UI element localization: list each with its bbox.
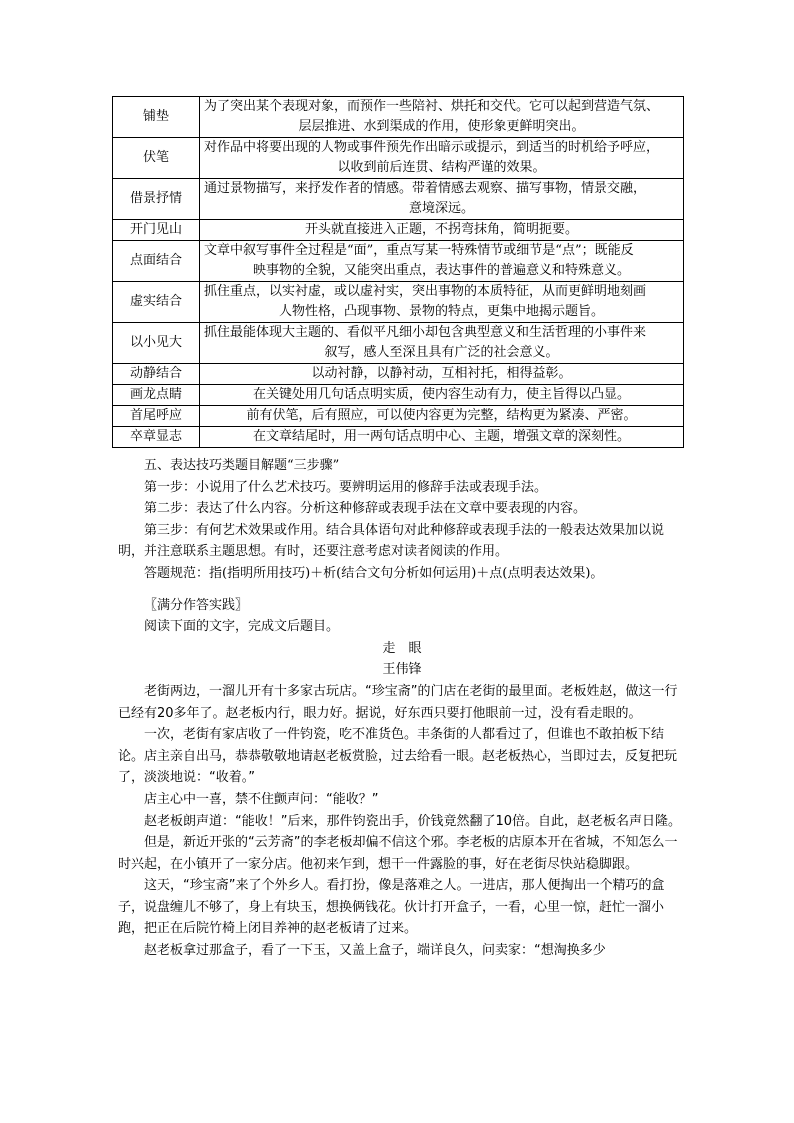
technique-description bbox=[200, 323, 684, 364]
step-3: 第三步：有何艺术效果或作用。结合具体语句对此种修辞或表现手法的一般表达效果加以说明，并注意联系主题思想。有时，还要注意考虑对读者阅读的作用。 bbox=[118, 522, 665, 560]
technique-description bbox=[200, 406, 684, 427]
description-line: 抓住最能体现大主题的、看似平凡细小却包含典型意义和生活哲理的小事件来 bbox=[204, 325, 647, 340]
technique-description bbox=[200, 282, 684, 323]
table-row bbox=[113, 427, 684, 448]
table-row bbox=[113, 364, 684, 385]
technique-term: 点面结合 bbox=[113, 241, 200, 282]
practice-label: 〖满分作答实践〗 bbox=[144, 597, 249, 613]
description-line: 在关键处用几句话点明实质，使内容生动有力，使主旨得以凸显。 bbox=[252, 387, 630, 402]
story-paragraph: 但是，新近开张的“云芳斋”的李老板却偏不信这个邪。李老板的店原本开在省城，不知怎么一时兴起，在小镇开了一家分店。他初来乍到，想干一件露脸的事，好在老街尽快站稳脚跟。 bbox=[118, 835, 678, 872]
technique-description bbox=[200, 179, 684, 220]
description-line: 层层推进、水到渠成的作用，使形象更鲜明突出。 bbox=[298, 119, 585, 134]
answer-norm: 答题规范：指(指明所用技巧)＋析(结合文句分析如何运用)＋点(点明表达效果)。 bbox=[144, 565, 604, 581]
story-paragraph: 赵老板朗声道：“能收！”后来，那件钧瓷出手，价钱竟然翻了10倍。自此，赵老板名声日隆。 bbox=[144, 813, 682, 829]
description-line: 以动衬静，以静衬动，互相衬托，相得益彰。 bbox=[311, 366, 572, 381]
technique-term: 虚实结合 bbox=[113, 282, 200, 323]
step-2: 第二步：表达了什么内容。分析这种修辞或表现手法在文章中要表现的内容。 bbox=[144, 501, 587, 517]
technique-description bbox=[200, 364, 684, 385]
description-line: 文章中叙写事件全过程是“面”，重点写某一特殊情节或细节是“点”；既能反 bbox=[204, 243, 634, 258]
table-row bbox=[113, 282, 684, 323]
technique-term: 动静结合 bbox=[113, 364, 200, 385]
technique-description bbox=[200, 97, 684, 138]
description-line: 开头就直接进入正题，不拐弯抹角，简明扼要。 bbox=[304, 222, 578, 237]
practice-instruction: 阅读下面的文字，完成文后题目。 bbox=[144, 619, 340, 635]
technique-term: 首尾呼应 bbox=[113, 406, 200, 427]
table-row bbox=[113, 241, 684, 282]
technique-description bbox=[200, 241, 684, 282]
story-title: 走 眼 bbox=[382, 640, 422, 656]
table-row bbox=[113, 97, 684, 138]
description-line: 以收到前后连贯、结构严谨的效果。 bbox=[337, 160, 546, 175]
table-row bbox=[113, 323, 684, 364]
table-row bbox=[113, 138, 684, 179]
technique-description bbox=[200, 138, 684, 179]
step-1: 第一步：小说用了什么艺术技巧。要辨明运用的修辞手法或表现手法。 bbox=[144, 479, 548, 495]
technique-description bbox=[200, 385, 684, 406]
story-paragraph: 赵老板拿过那盒子，看了一下玉，又盖上盒子，端详良久，问卖家：“想淘换多少 bbox=[144, 943, 606, 959]
table-row bbox=[113, 385, 684, 406]
table-row bbox=[113, 179, 684, 220]
technique-term: 画龙点睛 bbox=[113, 385, 200, 406]
technique-description bbox=[200, 427, 684, 448]
technique-term: 以小见大 bbox=[113, 323, 200, 364]
technique-term: 借景抒情 bbox=[113, 179, 200, 220]
technique-term: 卒章显志 bbox=[113, 427, 200, 448]
technique-term: 开门见山 bbox=[113, 220, 200, 241]
description-line: 意境深远。 bbox=[408, 201, 474, 216]
table-row bbox=[113, 220, 684, 241]
description-line: 在文章结尾时，用一两句话点明中心、主题，增强文章的深刻性。 bbox=[252, 429, 630, 444]
description-line: 对作品中将要出现的人物或事件预先作出暗示或提示，到适当的时机给予呼应， bbox=[204, 140, 660, 155]
description-line: 映事物的全貌，又能突出重点，表达事件的普遍意义和特殊意义。 bbox=[252, 263, 630, 278]
description-line: 为了突出某个表现对象，而预作一些陪衬、烘托和交代。它可以起到营造气氛、 bbox=[204, 99, 660, 114]
story-paragraph: 店主心中一喜，禁不住颤声问：“能收？” bbox=[144, 791, 379, 807]
technique-term: 铺垫 bbox=[113, 97, 200, 138]
technique-term: 伏笔 bbox=[113, 138, 200, 179]
techniques-table bbox=[112, 96, 684, 448]
table-row bbox=[113, 406, 684, 427]
story-paragraph: 一次，老街有家店收了一件钧瓷，吃不准货色。丰条街的人都看过了，但谁也不敢拍板下结论。店主亲自出马，恭恭敬敬地请赵老板赏脸，过去给看一眼。赵老板热心，当即过去，反复把玩了，淡淡地说：“收着。” bbox=[118, 727, 678, 786]
story-paragraph: 这天，“珍宝斋”来了个外乡人。看打扮，像是落难之人。一进店，那人便掏出一个精巧的盒子，说盘缠儿不够了，身上有块玉，想换俩钱花。伙计打开盒子，一看，心里一惊，赶忙一溜小跑，把正在后院竹椅上闭目养神的赵老板请了过来。 bbox=[118, 878, 665, 937]
description-line: 人物性格，凸现事物、景物的特点，更集中地揭示题旨。 bbox=[278, 304, 604, 319]
document-body bbox=[118, 455, 686, 962]
story-text bbox=[118, 681, 686, 962]
description-line: 抓住重点，以实衬虚，或以虚衬实，突出事物的本质特征，从而更鲜明地刻画 bbox=[204, 284, 647, 299]
story-paragraph: 老街两边，一溜儿开有十多家古玩店。“珍宝斋”的门店在老街的最里面。老板姓赵，做这一行已经有20多年了。赵老板内行，眼力好。据说，好东西只要打他眼前一过，没有看走眼的。 bbox=[118, 683, 678, 721]
description-line: 叙写，感人至深且具有广泛的社会意义。 bbox=[324, 345, 559, 360]
story-author: 王伟锋 bbox=[382, 662, 422, 678]
section-heading: 五、表达技巧类题目解题“三步骤” bbox=[144, 458, 340, 473]
description-line: 通过景物描写，来抒发作者的情感。带着情感去观察、描写事物，情景交融， bbox=[204, 181, 647, 196]
description-line: 前有伏笔，后有照应，可以使内容更为完整，结构更为紧凑、严密。 bbox=[246, 408, 637, 423]
technique-description bbox=[200, 220, 684, 241]
